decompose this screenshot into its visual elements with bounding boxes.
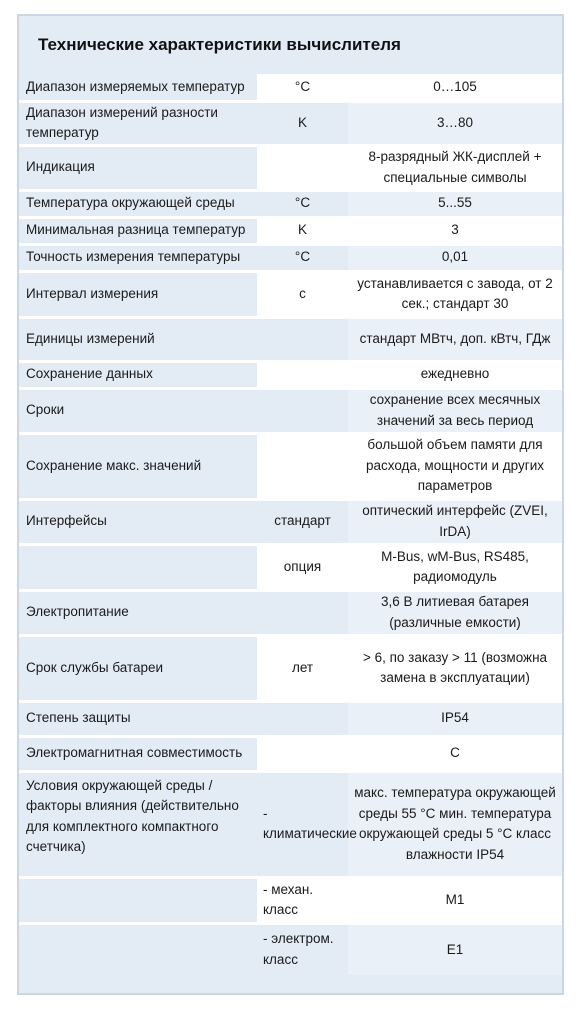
value-cell: E1: [348, 923, 562, 975]
unit-cell: стандарт: [257, 499, 348, 544]
value-cell: 5...55: [348, 190, 562, 217]
value-cell: > 6, по заказу > 11 (возможна замена в эксплуатации): [348, 635, 562, 701]
param-cell: Единицы измерений: [19, 317, 257, 361]
param-cell: [19, 923, 257, 975]
unit-cell: - механ. класс: [257, 877, 348, 923]
table-row: [19, 923, 562, 975]
unit-cell: K: [257, 217, 348, 244]
unit-cell: лет: [257, 635, 348, 701]
unit-cell: °C: [257, 190, 348, 217]
value-cell: ежедневно: [348, 361, 562, 388]
table-row: [19, 736, 562, 771]
table-row: [19, 433, 562, 499]
table-title: Технические характеристики вычислителя: [38, 35, 401, 54]
value-cell: C: [348, 736, 562, 771]
table-row: [19, 635, 562, 701]
param-cell: Минимальная разница температур: [19, 217, 257, 244]
table-row: [19, 317, 562, 361]
unit-cell: - климатические: [257, 771, 348, 877]
value-cell: большой объем памяти для расхода, мощности и других параметров: [348, 433, 562, 499]
unit-cell: [257, 388, 348, 433]
param-cell: Диапазон измеряемых температур: [19, 74, 257, 101]
table-row: [19, 101, 562, 145]
param-cell: Диапазон измерений разности температур: [19, 101, 257, 145]
table-row: [19, 590, 562, 635]
unit-cell: °C: [257, 244, 348, 271]
value-cell: 3: [348, 217, 562, 244]
value-cell: M-Bus, wM-Bus, RS485, радиомодуль: [348, 544, 562, 590]
unit-cell: [257, 317, 348, 361]
table-row: [19, 877, 562, 923]
table-row: [19, 361, 562, 388]
unit-cell: - электром. класс: [257, 923, 348, 975]
value-cell: IP54: [348, 701, 562, 736]
table-row: [19, 190, 562, 217]
param-cell: Интерфейсы: [19, 499, 257, 544]
value-cell: 8-разрядный ЖК-дисплей + специальные символы: [348, 145, 562, 190]
table-row: [19, 771, 562, 877]
param-cell: Сроки: [19, 388, 257, 433]
unit-cell: [257, 361, 348, 388]
param-cell: [19, 877, 257, 923]
table-row: [19, 271, 562, 317]
table-row: [19, 388, 562, 433]
param-cell: Индикация: [19, 145, 257, 190]
param-cell: [19, 544, 257, 590]
param-cell: Температура окружающей среды: [19, 190, 257, 217]
unit-cell: опция: [257, 544, 348, 590]
value-cell: сохранение всех месячных значений за весь период: [348, 388, 562, 433]
value-cell: устанавливается с завода, от 2 сек.; стандарт 30: [348, 271, 562, 317]
unit-cell: [257, 433, 348, 499]
spec-card: [17, 14, 564, 995]
table-row: [19, 701, 562, 736]
table-row: [19, 217, 562, 244]
unit-cell: [257, 701, 348, 736]
table-row: [19, 499, 562, 544]
table-row: [19, 74, 562, 101]
unit-cell: °C: [257, 74, 348, 101]
unit-cell: K: [257, 101, 348, 145]
param-cell: Сохранение макс. значений: [19, 433, 257, 499]
value-cell: оптический интерфейс (ZVEI, IrDA): [348, 499, 562, 544]
value-cell: 0,01: [348, 244, 562, 271]
param-cell: Срок службы батареи: [19, 635, 257, 701]
unit-cell: с: [257, 271, 348, 317]
param-cell: Электромагнитная совместимость: [19, 736, 257, 771]
value-cell: 3…80: [348, 101, 562, 145]
value-cell: M1: [348, 877, 562, 923]
table-row: [19, 145, 562, 190]
unit-cell: [257, 736, 348, 771]
param-cell: Точность измерения температуры: [19, 244, 257, 271]
param-cell: Интервал измерения: [19, 271, 257, 317]
spec-table: [19, 74, 562, 975]
value-cell: макс. температура окружающей среды 55 °C мин. температура окружающей среды 5 °C класс влажности IP54: [348, 771, 562, 877]
unit-cell: [257, 145, 348, 190]
value-cell: 3,6 В литиевая батарея (различные емкости): [348, 590, 562, 635]
value-cell: стандарт МВтч, доп. кВтч, ГДж: [348, 317, 562, 361]
param-cell: Электропитание: [19, 590, 257, 635]
table-row: [19, 244, 562, 271]
table-row: [19, 544, 562, 590]
param-cell: Условия окружающей среды / факторы влияния (действительно для комплектного компактного счетчика): [19, 771, 257, 877]
value-cell: 0…105: [348, 74, 562, 101]
param-cell: Сохранение данных: [19, 361, 257, 388]
param-cell: Степень защиты: [19, 701, 257, 736]
unit-cell: [257, 590, 348, 635]
